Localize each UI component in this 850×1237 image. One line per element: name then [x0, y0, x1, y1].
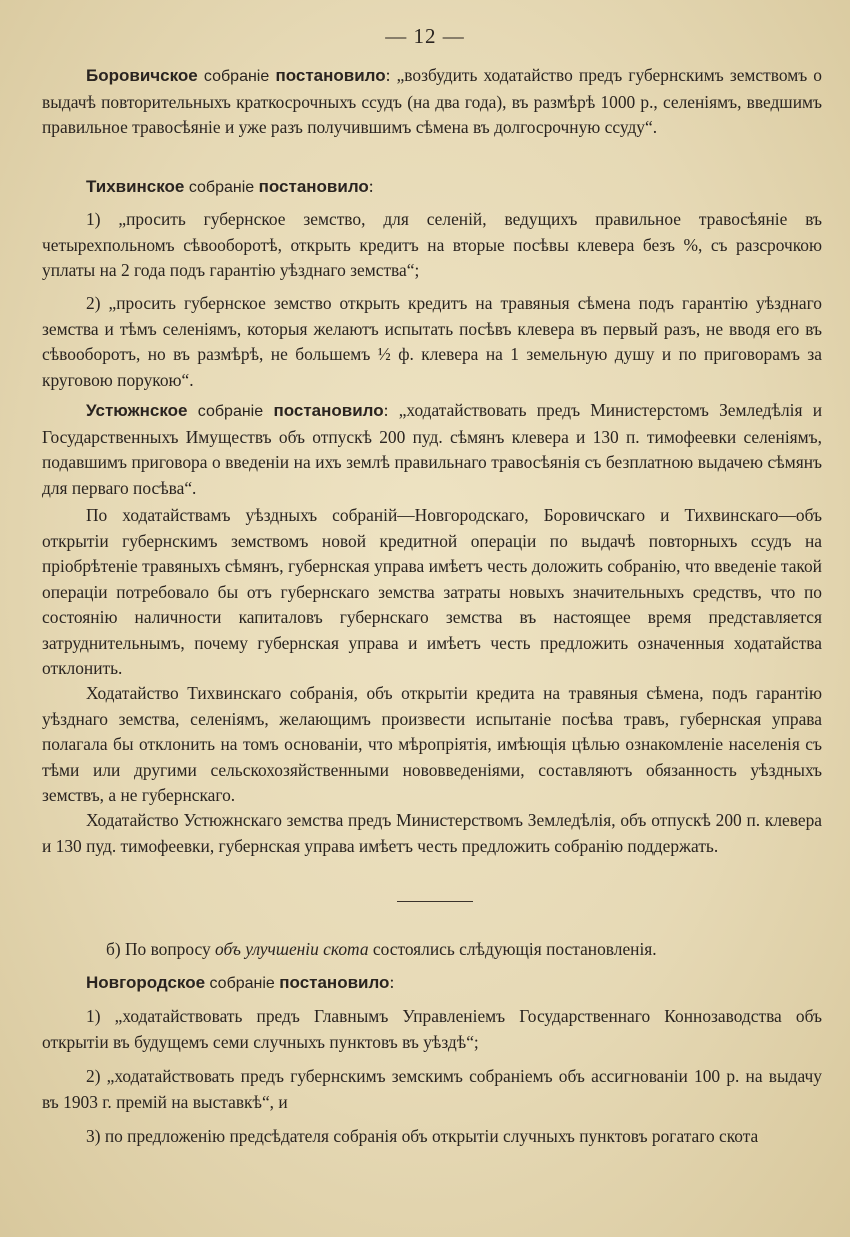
paragraph-novgorod-3: 3) по предложенію предсѣдателя собранія объ открытіи случныхъ пунктовъ рогатаго скота	[86, 1126, 759, 1146]
paragraph-tikhvin-1: 1) „просить губернское земство, для селеній, ведущихъ правильное травосѣяніе въ четырехпольномъ сѣвооборотѣ, открыть кредитъ на вторые посѣвы клевера безъ %, съ разсрочкою уплаты на 2 года подъ гарантію уѣзднаго земства“;	[42, 209, 822, 280]
paragraph-uprava-reply-2: Ходатайство Тихвинскаго собранія, объ открытіи кредита на травяныя сѣмена, подъ гарантію уѣзднаго земства, селеніямъ, желающимъ произвести испытаніе посѣва травъ, губернская управа полагала бы отклонить на томъ основаніи, что мѣропріятія, имѣющія цѣлью ознакомленіе населенія съ тѣми или другими сельскохозяйственными нововведеніями, составляютъ обязанность уѣздныхъ земствъ, а не губернскаго.	[42, 683, 822, 805]
assembly-name: Боровичское	[86, 66, 198, 85]
paragraph-uprava-reply-3: Ходатайство Устюжнскаго земства предъ Министерствомъ Земледѣлія, объ отпускѣ 200 п. клевера и 130 пуд. тимофеевки, губернская управа имѣетъ честь предложить собранію поддержать.	[42, 810, 822, 856]
assembly-name: Устюжнское	[86, 401, 188, 420]
paragraph-tikhvin-2: 2) „просить губернское земство открыть кредитъ на травяныя сѣмена подъ гарантію уѣзднаго земства и тѣмъ селеніямъ, которыя желаютъ испытать посѣвъ клевера въ первый разъ, не вводя его въ сѣвооборотъ, но въ размѣрѣ, не большемъ ½ ф. клевера на 1 земельную душу и по приговорамъ за круговою порукою“.	[42, 293, 822, 390]
paragraph-cattle-intro: б) По вопросу объ улучшеніи скота состоялись слѣдующія постановленія.	[106, 939, 657, 959]
assembly-name: Тихвинское	[86, 177, 185, 196]
paragraph-novgorod-2: 2) „ходатайствовать предъ губернскимъ земскимъ собраніемъ объ ассигнованіи 100 р. на выдачу въ 1903 г. премій на выставкѣ“, и	[42, 1066, 822, 1112]
assembly-name: Новгородское	[86, 973, 206, 992]
paragraph-novgorod-heading: Новгородское собраніе постановило:	[86, 972, 395, 992]
paragraph-uprava-reply-1: По ходатайствамъ уѣздныхъ собраній—Новгородскаго, Боровичскаго и Тихвинскаго—объ открытіи губернскимъ земствомъ новой кредитной операціи по выдачѣ повторныхъ ссудъ на пріобрѣтеніе травяныхъ сѣмянъ, губернская управа имѣетъ честь доложить собранію, что введеніе такой операціи потребовало бы отъ губернскаго земства затраты новыхъ значительныхъ средствъ, что по состоянію наличности капиталовъ губернскаго земства въ настоящее время представляется затруднительнымъ, почему губернская управа и имѣетъ честь предложить означенныя ходатайства отклонить.	[42, 505, 822, 678]
page-number: — 12 —	[385, 24, 465, 48]
paragraph-ustyuzhna: Устюжнское собраніе постановило: „ходатайствовать предъ Министерстомъ Земледѣлія и Государственныхъ Имуществъ объ отпускѣ 200 пуд. сѣмянъ клевера и 130 п. тимофеевки селеніямъ, подавшимъ приговора о введеніи на ихъ землѣ правильнаго травосѣянія съ безплатною выдачею сѣмянъ для перваго посѣва“.	[42, 400, 823, 498]
paragraph-novgorod-1: 1) „ходатайствовать предъ Главнымъ Управленіемъ Государственнаго Коннозаводства объ открытіи въ будущемъ семи случныхъ пунктовъ въ уѣздѣ“;	[42, 1006, 822, 1052]
paragraph-borovichi: Боровичское собраніе постановило: „возбудить ходатайство предъ губернскимъ земствомъ о выдачѣ повторительныхъ краткосрочныхъ ссудъ (на два года), въ размѣрѣ 1000 р., селеніямъ, введшимъ правильное травосѣяніе и уже разъ получившимъ сѣмена въ долгосрочную ссуду“.	[42, 65, 822, 137]
section-divider	[397, 901, 473, 902]
paragraph-tikhvin-heading: Тихвинское собраніе постановило:	[86, 176, 374, 196]
